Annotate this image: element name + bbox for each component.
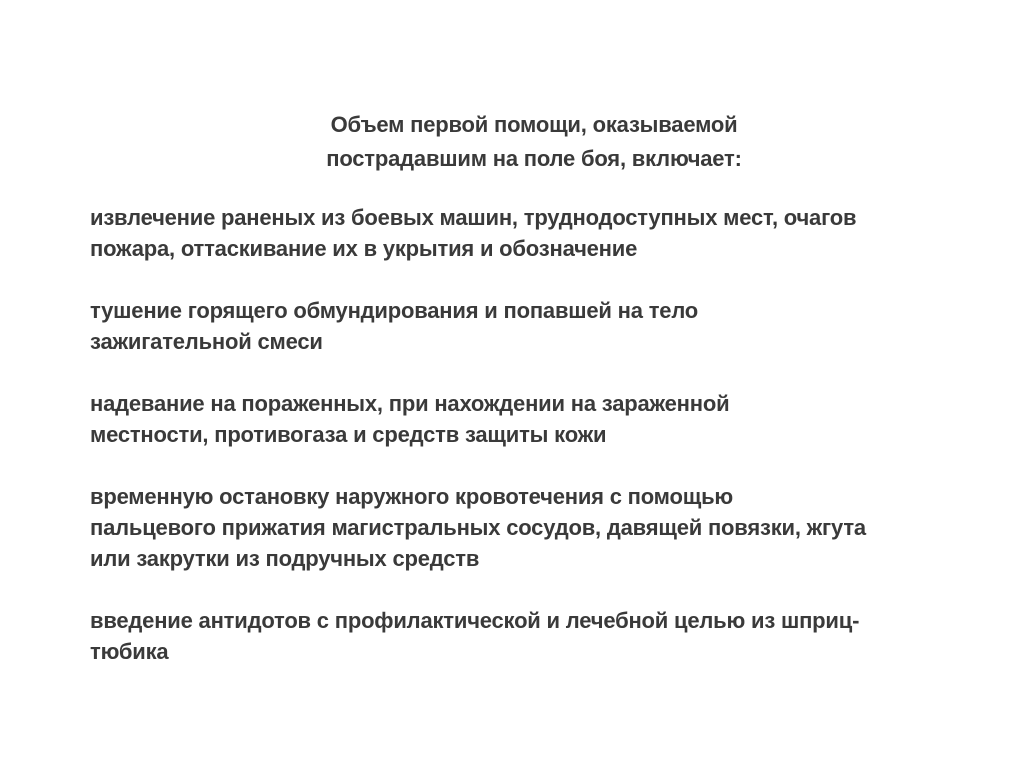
title-line: пострадавшим на поле боя, включает: (326, 146, 742, 171)
list-item-extinguishing (90, 295, 990, 357)
paragraph-line: пальцевого прижатия магистральных сосудов, давящей повязки, жгута (90, 515, 866, 540)
list-item-antidotes (90, 605, 990, 667)
paragraph-line: надевание на пораженных, при нахождении на зараженной (90, 391, 730, 416)
slide-body (90, 202, 990, 698)
paragraph-line: зажигательной смеси (90, 329, 323, 354)
paragraph-line: или закрутки из подручных средств (90, 546, 480, 571)
paragraph-line: временную остановку наружного кровотечения с помощью (90, 484, 733, 509)
slide-title (0, 108, 1024, 176)
list-item-bleeding-control (90, 481, 990, 574)
list-item-extraction (90, 202, 990, 264)
paragraph-line: тушение горящего обмундирования и попавшей на тело (90, 298, 699, 323)
list-item-gas-mask (90, 388, 990, 450)
paragraph-line: тюбика (90, 639, 169, 664)
paragraph-line: введение антидотов с профилактической и лечебной целью из шприц- (90, 608, 860, 633)
paragraph-line: пожара, оттаскивание их в укрытия и обозначение (90, 236, 638, 261)
paragraph-line: извлечение раненых из боевых машин, труднодоступных мест, очагов (90, 205, 857, 230)
paragraph-line: местности, противогаза и средств защиты кожи (90, 422, 607, 447)
title-line: Объем первой помощи, оказываемой (330, 112, 738, 137)
